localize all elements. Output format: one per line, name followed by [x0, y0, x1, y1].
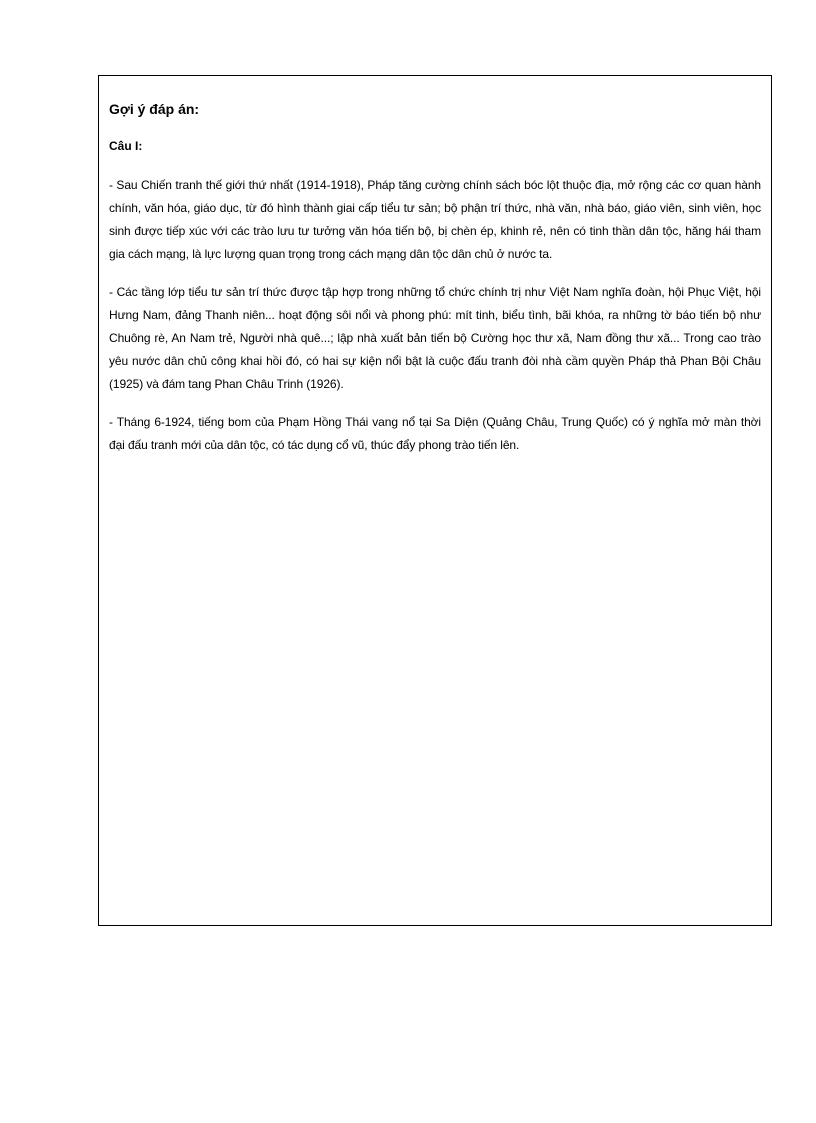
answer-box [98, 75, 772, 926]
answer-paragraph-2: - Các tầng lớp tiểu tư sản trí thức được tập hợp trong những tổ chức chính trị như Việt Nam nghĩa đoàn, hội Phục Việt, hội Hưng Nam, đảng Thanh niên... hoạt động sôi nổi và phong phú: mít tinh, biểu tình, bãi khóa, ra những tờ báo tiến bộ như Chuông rè, An Nam trẻ, Người nhà quê...; lập nhà xuất bản tiến bộ Cường học thư xã, Nam đồng thư xã... Trong cao trào yêu nước dân chủ công khai hồi đó, có hai sự kiện nổi bật là cuộc đấu tranh đòi nhà cầm quyền Pháp thả Phan Bội Châu (1925) và đám tang Phan Châu Trinh (1926). [109, 285, 761, 391]
answer-heading: Gợi ý đáp án: [109, 101, 200, 117]
answer-content [109, 101, 761, 472]
question-label: Câu I: [109, 139, 143, 153]
answer-paragraph-3: - Tháng 6-1924, tiếng bom của Phạm Hồng Thái vang nổ tại Sa Diện (Quảng Châu, Trung Quốc) có ý nghĩa mở màn thời đại đấu tranh mới của dân tộc, có tác dụng cổ vũ, thúc đẩy phong trào tiến lên. [109, 415, 761, 452]
answer-paragraph-1: - Sau Chiến tranh thế giới thứ nhất (1914-1918), Pháp tăng cường chính sách bóc lột thuộc địa, mở rộng các cơ quan hành chính, văn hóa, giáo dục, từ đó hình thành giai cấp tiểu tư sản; bộ phận trí thức, nhà văn, nhà báo, giáo viên, sinh viên, học sinh được tiếp xúc với các trào lưu tư tưởng văn hóa tiến bộ, bị chèn ép, khinh rẻ, nên có tinh thần dân tộc, hăng hái tham gia cách mạng, là lực lượng quan trọng trong cách mạng dân tộc dân chủ ở nước ta. [109, 178, 761, 261]
